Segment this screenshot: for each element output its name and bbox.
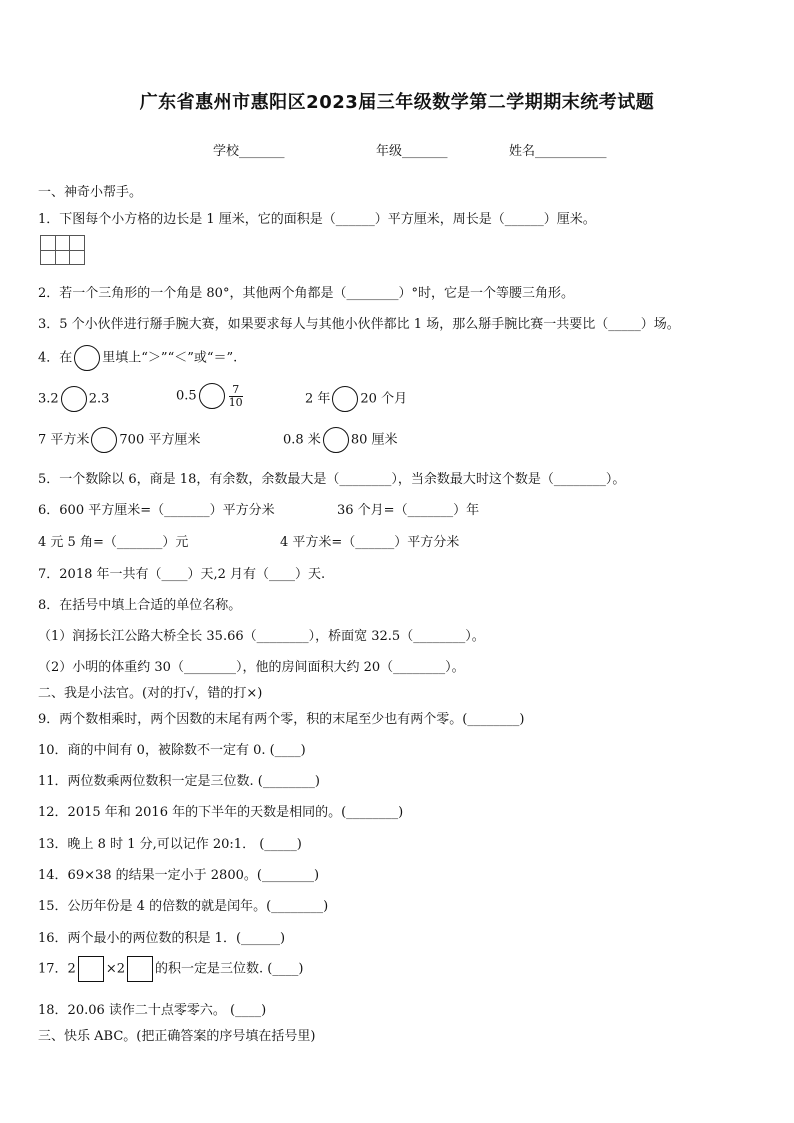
compare-5-left: 0.8 米 bbox=[283, 432, 321, 448]
compare-2-left: 0.5 bbox=[176, 388, 197, 404]
grid-figure bbox=[40, 235, 85, 265]
answer-box[interactable] bbox=[78, 956, 104, 982]
compare-5-right: 80 厘米 bbox=[350, 432, 398, 448]
question-4-suffix: 里填上“＞”“＜”或“＝”. bbox=[102, 350, 238, 366]
compare-4-right: 700 平方厘米 bbox=[119, 432, 201, 448]
answer-circle[interactable] bbox=[91, 427, 117, 453]
question-6b: 36 个月=（_______）年 bbox=[337, 503, 480, 518]
question-5: 5．一个数除以 6，商是 18，有余数，余数最大是（________），当余数最大时这个数是（________）。 bbox=[38, 472, 626, 487]
compare-3-right: 20 个月 bbox=[360, 391, 408, 407]
question-2: 2．若一个三角形的一个角是 80°，其他两个角都是（________）°时，它是一个等腰三角形。 bbox=[38, 286, 574, 301]
compare-3 bbox=[305, 386, 407, 412]
question-6a: 6．600 平方厘米=（_______）平方分米 bbox=[38, 503, 275, 518]
answer-circle[interactable] bbox=[61, 386, 87, 412]
compare-5 bbox=[283, 427, 398, 453]
question-10: 10．商的中间有 0，被除数不一定有 0. (____) bbox=[38, 743, 306, 758]
question-17-suffix: 的积一定是三位数. (____) bbox=[155, 961, 304, 977]
section-2-heading: 二、我是小法官。(对的打√，错的打×) bbox=[38, 686, 263, 701]
compare-1-left: 3.2 bbox=[38, 391, 59, 407]
grade-field: 年级_______ bbox=[376, 144, 448, 159]
answer-box[interactable] bbox=[127, 956, 153, 982]
question-17-mid: ×2 bbox=[105, 961, 125, 977]
question-17 bbox=[38, 956, 303, 982]
answer-circle[interactable] bbox=[199, 383, 225, 409]
question-13: 13．晚上 8 时 1 分,可以记作 20:1． (_____) bbox=[38, 837, 302, 852]
question-7: 7．2018 年一共有（____）天,2 月有（____）天. bbox=[38, 567, 326, 582]
compare-4 bbox=[38, 427, 200, 453]
compare-2 bbox=[176, 383, 243, 409]
question-15: 15．公历年份是 4 的倍数的就是闰年。(________) bbox=[38, 899, 329, 914]
answer-circle[interactable] bbox=[323, 427, 349, 453]
answer-circle[interactable] bbox=[332, 386, 358, 412]
question-16: 16．两个最小的两位数的积是 1．(______) bbox=[38, 931, 286, 946]
page-title: 广东省惠州市惠阳区2023届三年级数学第二学期期末统考试题 bbox=[139, 92, 655, 113]
fraction: $\frac{7}{10}$ bbox=[228, 382, 243, 409]
name-field: 姓名___________ bbox=[509, 144, 607, 159]
question-18: 18．20.06 读作二十点零零六。 (____) bbox=[38, 1003, 267, 1018]
question-8-2: （2）小明的体重约 30（________），他的房间面积大约 20（________）。 bbox=[38, 660, 465, 675]
compare-1 bbox=[38, 386, 109, 412]
question-1: 1．下图每个小方格的边长是 1 厘米，它的面积是（______）平方厘米，周长是（______）厘米。 bbox=[38, 212, 596, 227]
question-6c: 4 元 5 角=（_______）元 bbox=[38, 535, 189, 550]
question-17-prefix: 17．2 bbox=[38, 961, 76, 977]
question-12: 12．2015 年和 2016 年的下半年的天数是相同的。(________) bbox=[38, 805, 404, 820]
question-14: 14．69×38 的结果一定小于 2800。(________) bbox=[38, 868, 320, 883]
question-8: 8．在括号中填上合适的单位名称。 bbox=[38, 598, 242, 613]
question-4-prefix: 4．在 bbox=[38, 350, 73, 366]
school-field: 学校_______ bbox=[213, 144, 285, 159]
compare-3-left: 2 年 bbox=[305, 391, 331, 407]
question-3: 3．5 个小伙伴进行掰手腕大赛，如果要求每人与其他小伙伴都比 1 场，那么掰手腕比赛一共要比（_____）场。 bbox=[38, 317, 680, 332]
question-11: 11．两位数乘两位数积一定是三位数. (________) bbox=[38, 774, 320, 789]
question-4 bbox=[38, 345, 237, 371]
section-3-heading: 三、快乐 ABC。(把正确答案的序号填在括号里) bbox=[38, 1029, 316, 1044]
question-8-1: （1）润扬长江公路大桥全长 35.66（________），桥面宽 32.5（________）。 bbox=[38, 629, 485, 644]
question-9: 9．两个数相乘时，两个因数的末尾有两个零，积的末尾至少也有两个零。(________) bbox=[38, 712, 525, 727]
answer-circle[interactable] bbox=[74, 345, 100, 371]
compare-4-left: 7 平方米 bbox=[38, 432, 90, 448]
question-6d: 4 平方米=（______）平方分米 bbox=[280, 535, 460, 550]
compare-1-right: 2.3 bbox=[88, 391, 110, 407]
section-1-heading: 一、神奇小帮手。 bbox=[38, 185, 143, 200]
